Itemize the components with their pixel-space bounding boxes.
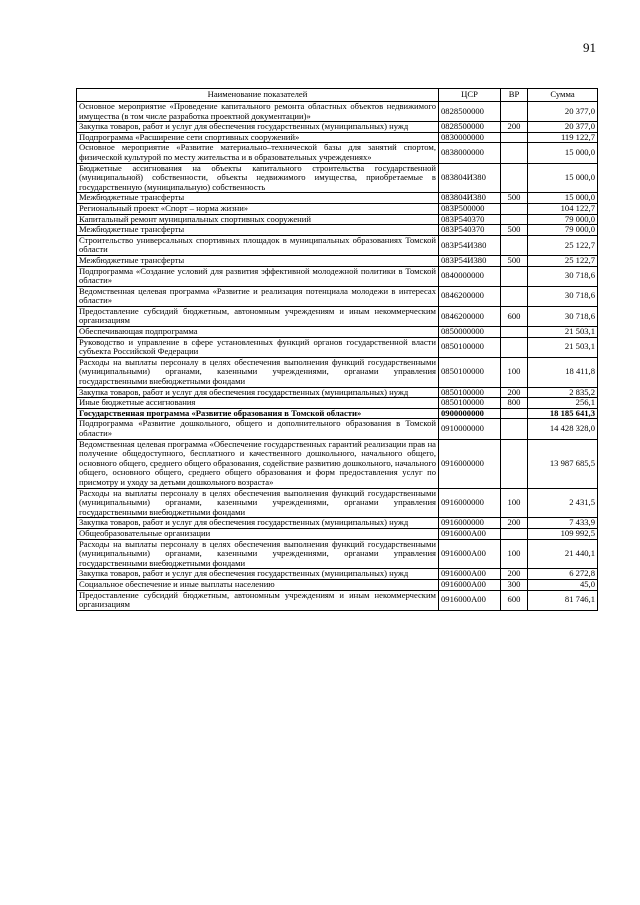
cell-vr	[501, 419, 528, 439]
cell-vr	[501, 528, 528, 539]
cell-sum: 256,1	[528, 398, 598, 409]
table-row	[77, 419, 598, 439]
cell-name: Межбюджетные трансферты	[77, 225, 439, 236]
cell-csr: 0916000A00	[439, 590, 501, 610]
cell-sum: 21 440,1	[528, 539, 598, 569]
table-row	[77, 327, 598, 338]
cell-sum: 30 718,6	[528, 286, 598, 306]
table-row	[77, 266, 598, 286]
cell-sum: 81 746,1	[528, 590, 598, 610]
cell-name: Закупка товаров, работ и услуг для обеспечения государственных (муниципальных) нужд	[77, 122, 439, 133]
cell-vr	[501, 439, 528, 488]
cell-csr: 0846200000	[439, 286, 501, 306]
table-row	[77, 255, 598, 266]
cell-vr: 200	[501, 387, 528, 398]
cell-vr: 100	[501, 488, 528, 518]
cell-vr: 500	[501, 225, 528, 236]
cell-vr	[501, 143, 528, 163]
cell-csr: 083804И380	[439, 163, 501, 193]
cell-sum: 2 835,2	[528, 387, 598, 398]
cell-name: Расходы на выплаты персоналу в целях обеспечения выполнения функций государственными (муниципальными) органами, казенными учреждениями, органами управления государственными внебюджетными фондами	[77, 357, 439, 387]
table-row	[77, 398, 598, 409]
cell-vr: 600	[501, 306, 528, 326]
cell-vr: 100	[501, 539, 528, 569]
cell-vr: 600	[501, 590, 528, 610]
cell-name: Подпрограмма «Развитие дошкольного, общего и дополнительного образования в Томской области»	[77, 419, 439, 439]
cell-sum: 15 000,0	[528, 193, 598, 204]
cell-name: Бюджетные ассигнования на объекты капитального строительства государственной (муниципальной) собственности, объекты недвижимого имущества, приобретаемые в государственную (муниципальную) собственность	[77, 163, 439, 193]
cell-csr: 0828500000	[439, 122, 501, 133]
cell-vr: 100	[501, 357, 528, 387]
table-row	[77, 193, 598, 204]
cell-name: Подпрограмма «Создание условий для развития эффективной молодежной политики в Томской области»	[77, 266, 439, 286]
cell-vr: 500	[501, 193, 528, 204]
table-row	[77, 408, 598, 419]
cell-vr	[501, 327, 528, 338]
cell-csr: 0910000000	[439, 419, 501, 439]
cell-sum: 104 122,7	[528, 203, 598, 214]
cell-sum: 79 000,0	[528, 225, 598, 236]
cell-csr: 0830000000	[439, 132, 501, 143]
cell-csr: 0840000000	[439, 266, 501, 286]
cell-csr: 083P54И380	[439, 235, 501, 255]
cell-csr: 0850100000	[439, 387, 501, 398]
cell-sum: 18 185 641,3	[528, 408, 598, 419]
cell-name: Государственная программа «Развитие образования в Томской области»	[77, 408, 439, 419]
cell-csr: 083P500000	[439, 203, 501, 214]
budget-table	[76, 88, 598, 611]
cell-sum: 20 377,0	[528, 102, 598, 122]
cell-csr: 0916000A00	[439, 539, 501, 569]
cell-name: Иные бюджетные ассигнования	[77, 398, 439, 409]
cell-csr: 083804И380	[439, 193, 501, 204]
cell-name: Общеобразовательные организации	[77, 528, 439, 539]
cell-name: Руководство и управление в сфере установленных функций органов государственной власти субъекта Российской Федерации	[77, 337, 439, 357]
cell-csr: 0850100000	[439, 398, 501, 409]
cell-vr	[501, 408, 528, 419]
cell-name: Расходы на выплаты персоналу в целях обеспечения выполнения функций государственными (муниципальными) органами, казенными учреждениями, органами управления государственными внебюджетными фондами	[77, 539, 439, 569]
cell-name: Межбюджетные трансферты	[77, 193, 439, 204]
cell-csr: 0850100000	[439, 337, 501, 357]
cell-name: Закупка товаров, работ и услуг для обеспечения государственных (муниципальных) нужд	[77, 387, 439, 398]
table-row	[77, 569, 598, 580]
cell-vr: 300	[501, 579, 528, 590]
table-row	[77, 122, 598, 133]
cell-name: Закупка товаров, работ и услуг для обеспечения государственных (муниципальных) нужд	[77, 569, 439, 580]
cell-sum: 21 503,1	[528, 327, 598, 338]
cell-csr: 0850100000	[439, 357, 501, 387]
cell-sum: 2 431,5	[528, 488, 598, 518]
cell-sum: 30 718,6	[528, 306, 598, 326]
cell-csr: 083P540370	[439, 225, 501, 236]
cell-sum: 25 122,7	[528, 255, 598, 266]
cell-csr: 0846200000	[439, 306, 501, 326]
cell-vr	[501, 163, 528, 193]
cell-sum: 6 272,8	[528, 569, 598, 580]
cell-vr: 500	[501, 255, 528, 266]
cell-sum: 20 377,0	[528, 122, 598, 133]
cell-name: Межбюджетные трансферты	[77, 255, 439, 266]
cell-vr	[501, 266, 528, 286]
cell-name: Расходы на выплаты персоналу в целях обеспечения выполнения функций государственными (муниципальными) органами, казенными учреждениями, органами управления государственными внебюджетными фондами	[77, 488, 439, 518]
cell-vr	[501, 337, 528, 357]
cell-sum: 109 992,5	[528, 528, 598, 539]
table-body	[77, 102, 598, 611]
cell-sum: 13 987 685,5	[528, 439, 598, 488]
cell-sum: 25 122,7	[528, 235, 598, 255]
table-row	[77, 143, 598, 163]
cell-name: Ведомственная целевая программа «Развитие и реализация потенциала молодежи в интересах области»	[77, 286, 439, 306]
cell-sum: 45,0	[528, 579, 598, 590]
table-row	[77, 306, 598, 326]
table-row	[77, 439, 598, 488]
table-header-row	[77, 89, 598, 102]
table-row	[77, 357, 598, 387]
cell-csr: 083P54И380	[439, 255, 501, 266]
cell-csr: 0916000A00	[439, 528, 501, 539]
cell-sum: 15 000,0	[528, 163, 598, 193]
cell-sum: 15 000,0	[528, 143, 598, 163]
header-sum: Сумма	[528, 89, 598, 102]
cell-vr	[501, 102, 528, 122]
cell-csr: 0900000000	[439, 408, 501, 419]
cell-csr: 0916000000	[439, 488, 501, 518]
table-row	[77, 163, 598, 193]
table-row	[77, 214, 598, 225]
cell-vr	[501, 235, 528, 255]
cell-name: Закупка товаров, работ и услуг для обеспечения государственных (муниципальных) нужд	[77, 518, 439, 529]
cell-sum: 14 428 328,0	[528, 419, 598, 439]
table-row	[77, 387, 598, 398]
cell-sum: 18 411,8	[528, 357, 598, 387]
cell-name: Предоставление субсидий бюджетным, автономным учреждениям и иным некоммерческим организациям	[77, 306, 439, 326]
cell-sum: 7 433,9	[528, 518, 598, 529]
table-row	[77, 539, 598, 569]
table-row	[77, 235, 598, 255]
cell-vr: 200	[501, 518, 528, 529]
cell-vr: 200	[501, 569, 528, 580]
cell-sum: 79 000,0	[528, 214, 598, 225]
table-row	[77, 102, 598, 122]
cell-name: Обеспечивающая подпрограмма	[77, 327, 439, 338]
cell-vr: 200	[501, 122, 528, 133]
table-row	[77, 225, 598, 236]
cell-vr	[501, 286, 528, 306]
table-row	[77, 528, 598, 539]
cell-name: Ведомственная целевая программа «Обеспечение государственных гарантий реализации прав на получение общедоступного, бесплатного и качественного дошкольного, начального общего, основного общего, среднего общего образования, содействие развитию дошкольного, начального общего, основного общего, среднего общего образования и форм предоставления услуг по присмотру и уходу за детьми дошкольного возраста»	[77, 439, 439, 488]
table-row	[77, 286, 598, 306]
cell-name: Капитальный ремонт муниципальных спортивных сооружений	[77, 214, 439, 225]
cell-vr	[501, 214, 528, 225]
cell-vr	[501, 203, 528, 214]
cell-vr	[501, 132, 528, 143]
cell-csr: 0916000000	[439, 518, 501, 529]
cell-sum: 30 718,6	[528, 266, 598, 286]
cell-vr: 800	[501, 398, 528, 409]
header-vr: ВР	[501, 89, 528, 102]
cell-name: Предоставление субсидий бюджетным, автономным учреждениям и иным некоммерческим организациям	[77, 590, 439, 610]
cell-sum: 119 122,7	[528, 132, 598, 143]
header-name: Наименование показателей	[77, 89, 439, 102]
cell-name: Социальное обеспечение и иные выплаты населению	[77, 579, 439, 590]
page-number: 91	[583, 40, 596, 55]
table-row	[77, 203, 598, 214]
table-row	[77, 488, 598, 518]
cell-csr: 0916000A00	[439, 579, 501, 590]
cell-name: Основное мероприятие «Проведение капитального ремонта областных объектов недвижимого имущества (в том числе разработка проектной документации)»	[77, 102, 439, 122]
cell-name: Основное мероприятие «Развитие материально–технической базы для занятий спортом, физической культурой по месту жительства и в образовательных учреждениях»	[77, 143, 439, 163]
cell-csr: 0916000A00	[439, 569, 501, 580]
cell-csr: 083P540370	[439, 214, 501, 225]
table-row	[77, 518, 598, 529]
cell-name: Строительство универсальных спортивных площадок в муниципальных образованиях Томской области	[77, 235, 439, 255]
table-row	[77, 337, 598, 357]
header-csr: ЦСР	[439, 89, 501, 102]
cell-sum: 21 503,1	[528, 337, 598, 357]
table-row	[77, 590, 598, 610]
cell-csr: 0850000000	[439, 327, 501, 338]
table-row	[77, 132, 598, 143]
cell-csr: 0828500000	[439, 102, 501, 122]
cell-csr: 0838000000	[439, 143, 501, 163]
table-row	[77, 579, 598, 590]
cell-csr: 0916000000	[439, 439, 501, 488]
cell-name: Подпрограмма «Расширение сети спортивных сооружений»	[77, 132, 439, 143]
cell-name: Региональный проект «Спорт – норма жизни»	[77, 203, 439, 214]
